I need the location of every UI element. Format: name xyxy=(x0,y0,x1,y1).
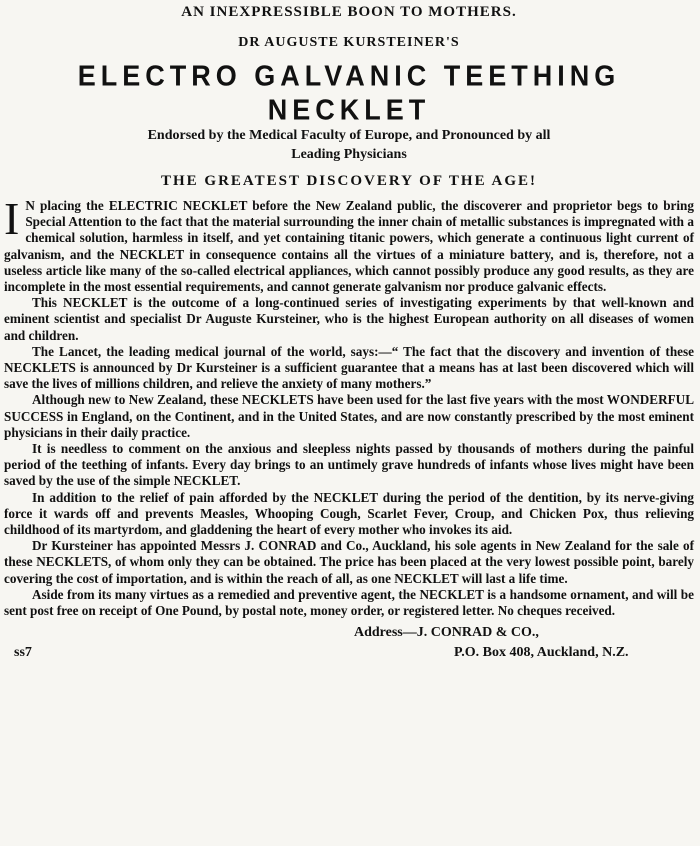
product-title: ELECTRO GALVANIC TEETHING NECKLET xyxy=(77,60,621,126)
paragraph: This NECKLET is the outcome of a long-continued series of investigating experiments by that well-known and eminent scientist and specialist Dr Auguste Kursteiner, who is the highest European authority on all diseases of women and children. xyxy=(4,295,694,343)
paragraph: In addition to the relief of pain afforded by the NECKLET during the period of the dentition, by its nerve-giving force it wards off and prevents Measles, Whooping Cough, Scarlet Fever, Croup, and Chicken Pox, thus relieving childhood of its martyrdom, and gladdening the heart of every mother who invokes its aid. xyxy=(4,489,694,538)
paragraph: The Lancet, the leading medical journal of the world, says:—“ The fact that the discovery and invention of these NECKLETS is announced by Dr Kursteiner is a sufficient guarantee that a means has at last been discovered which will save the lives of millions children, and relieve the anxiety of many mothers.” xyxy=(4,343,694,392)
body-text xyxy=(4,193,694,619)
inventor-name: DR AUGUSTE KURSTEINER'S xyxy=(238,35,460,50)
drop-cap: I xyxy=(4,193,20,244)
tagline: THE GREATEST DISCOVERY OF THE AGE! xyxy=(160,173,538,189)
address-line-1: Address—J. CONRAD & CO., xyxy=(354,625,539,641)
endorsement-line-1: Endorsed by the Medical Faculty of Europe, and Pronounced by all xyxy=(147,128,551,143)
paragraph: Dr Kursteiner has appointed Messrs J. CONRAD and Co., Auckland, his sole agents in New Zealand for the sale of these NECKLETS, of whom only they can be obtained. The price has been placed at the very lowest possible point, barely covering the cost of importation, and is within the reach of all, as one NECKLET will last a life time. xyxy=(4,538,694,586)
paragraph: I N placing the ELECTRIC NECKLET before the New Zealand public, the discoverer and proprietor begs to bring Special Attention to the fact that the material surrounding the inner chain of metallic substances is impregnated with a chemical solution, harmless in itself, and yet containing titanic powers, which generate a continuous light current of galvanism, and the NECKLET in consequence contains all the virtues of a miniature battery, and is, therefore, not a useless article like many of the so-called electrical appliances, which cannot possibly produce any good results, as they are incomplete in the most essential requirements, and cannot generate galvanism nor produce galvanic effects. xyxy=(4,193,694,295)
paragraph: Although new to New Zealand, these NECKLETS have been used for the last five years with the most WONDERFUL SUCCESS in England, on the Continent, and in the United States, and are now constantly prescribed by the most eminent physicians in their daily practice. xyxy=(4,392,694,440)
headline: AN INEXPRESSIBLE BOON TO MOTHERS. xyxy=(181,4,517,20)
address-block xyxy=(4,625,694,665)
paragraph: Aside from its many virtues as a remedied and preventive agent, the NECKLET is a handsome ornament, and will be sent post free on receipt of One Pound, by postal note, money order, or registered letter. No cheques received. xyxy=(4,586,694,619)
ad-code: ss7 xyxy=(14,645,32,661)
address-line-2: P.O. Box 408, Auckland, N.Z. xyxy=(454,645,629,661)
endorsement-line-2: Leading Physicians xyxy=(291,147,407,162)
paragraph: It is needless to comment on the anxious and sleepless nights passed by thousands of mothers during the painful period of the teething of infants. Every day brings to an untimely grave hundreds of infants whose lives might have been saved by the use of the simple NECKLET. xyxy=(4,441,694,489)
